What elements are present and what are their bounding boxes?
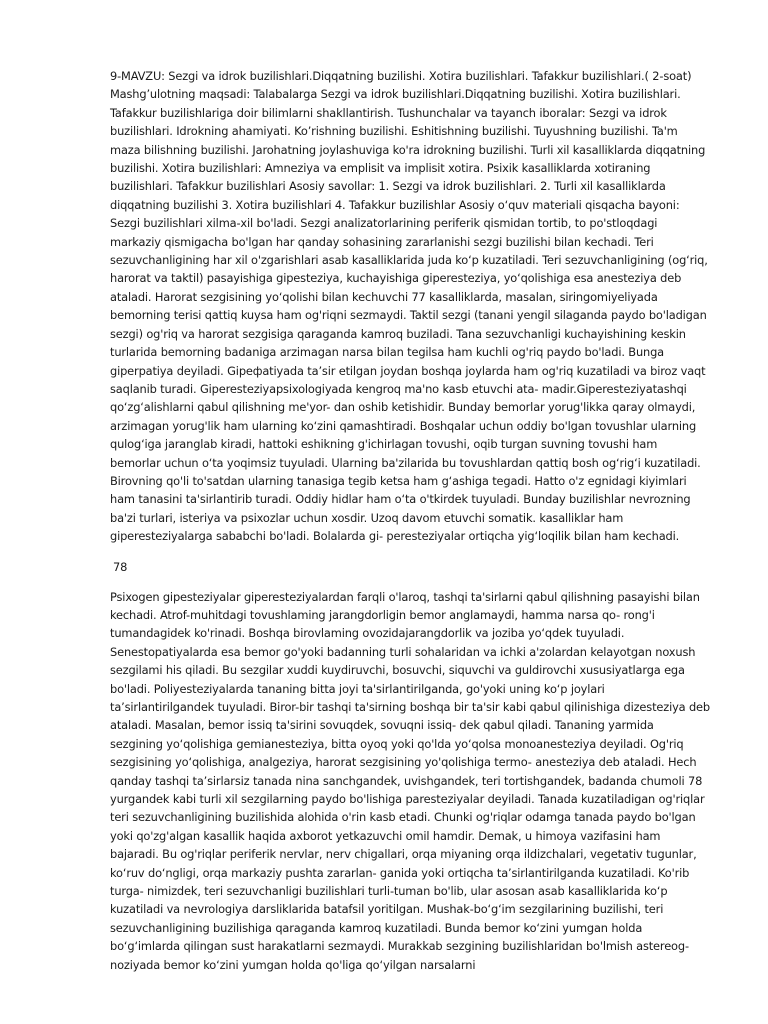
page-number: 78 bbox=[113, 559, 128, 574]
document-page bbox=[110, 67, 710, 974]
paragraph-topic-intro: 9-MAVZU: Sezgi va idrok buzilishlari.Diqqatning buzilishi. Xotira buzilishlari. Tafakkur buzilishlari.( 2-soat) Mashg’ulotning maqsadi: Talabalarga Sezgi va idrok buzilishlari.Diqqatning buzilishi. Xotira buzilishlari. Tafakkur buzilishlariga doir bilimlarni shakllantirish. Tushunchalar va tayanch iboralar: Sezgi va idrok buzilishlari. Idrokning ahamiyati. Ko’rishning buzilishi. Eshitishning buzilishi. Tuyushning buzilishi. Ta'm maza bilishning buzilishi. Jarohatning joylashuviga ko'ra idrokning buzilishi. Turli xil kasalliklarda diqqatning buzilishi. Xotira buzilishlari: Amneziya va emplisit va implisit xotira. Psixik kasalliklarda xotiraning buzilishlari. Tafakkur buzilishlari Asosiy savollar: 1. Sezgi va idrok buzilishlari. 2. Turli xil kasalliklarda diqqatning buzilishi 3. Xotira buzilishlari 4. Tafakkur buzilishlar Asosiy o‘quv materiali qisqacha bayoni: Sezgi buzilishlari xilma-xil bo'ladi. Sezgi analizatorlarining periferik qismidan tortib, to po'stloqdagi markaziy qismigacha bo'lgan har qanday sohasining zararlanishi sezgi buzilishi bilan kechadi. Teri sezuvchanligining har xil o'zgarishlari asab kasalliklarida juda ko‘p kuzatiladi. Teri sezuvchanligining (og‘riq, harorat va taktil) pasayishiga gipesteziya, kuchayishiga giperesteziya, yo‘qolishiga esa anesteziya deb ataladi. Harorat sezgisining yo‘qolishi bilan kechuvchi 77 kasalliklarda, masalan, siringomiyeliyada bemorning terisi qattiq kuysa ham og'riqni sezmaydi. Taktil sezgi (tanani yengil silaganda paydo bo'ladigan sezgi) og'riq va harorat sezgisiga qaraganda kamroq buziladi. Tana sezuvchanligi kuchayishining keskin turlarida bemorning badaniga arzimagan narsa bilan tegilsa ham kuchli og'riq paydo bo'ladi. Bunga giperpatiya deyiladi. Gipeфatiyada ta’sir etilgan joydan boshqa joylarda ham og'riq kuzatiladi va biroz vaqt saqlanib turadi. Giperesteziyapsixologiyada kengroq ma'no kasb etuvchi ata- madir.Giperesteziyatashqi qo‘zg‘alishlarni qabul qilishning me'yor- dan oshib ketishidir. Bunday bemorlar yorug'likka qaray olmaydi, arzimagan yorug'lik ham ularning ko‘zini qamashtiradi. Boshqalar uchun oddiy bo'lgan tovushlar ularning qulog‘iga jaranglab kiradi, hattoki eshikning g'ichirlagan tovushi, oqib turgan suvning tovushi ham bemorlar uchun o‘ta yoqimsiz tuyuladi. Ularning ba'zilarida bu tovushlardan qattiq bosh og‘rig‘i kuzatiladi. Birovning qo'li to'satdan ularning tanasiga tegib ketsa ham g‘ashiga tegadi. Hatto o'z egnidagi kiyimlari ham tanasini ta'sirlantirib turadi. Oddiy hidlar ham o‘ta o'tkirdek tuyuladi. Bunday buzilishlar nevrozning ba'zi turlari, isteriya va psixozlar uchun xosdir. Uzoq davom etuvchi somatik. kasalliklar ham giperesteziyalarga sababchi bo'ladi. Bolalarda gi- peresteziyalar ortiqcha yig‘loqilik bilan ham kechadi. bbox=[110, 69, 708, 544]
paragraph-psychogenic-hypoesthesia: Psixogen gipesteziyalar giperesteziyalardan farqli o'laroq, tashqi ta'sirlarni qabul qilishning pasayishi bilan kechadi. Atrof-muhitdagi tovushlaming jarangdorligin bemor anglamaydi, hamma narsa qo- rong'i tumandagidek ko'rinadi. Boshqa birovlaming ovozidajarangdorlik va joziba yo‘qdek tuyuladi. Senestopatiyalarda esa bemor go'yoki badanning turli sohalaridan va ichki a'zolardan kelayotgan noxush sezgilami his qiladi. Bu sezgilar xuddi kuydiruvchi, bosuvchi, siquvchi va guldirovchi xususiyatlarga ega bo'ladi. Poliyesteziyalarda tananing bitta joyi ta'sirlantirilganda, go'yoki uning ko‘p joylari ta’sirlantirilgandek tuyuladi. Biror-bir tashqi ta'sirning boshqa bir ta'sir kabi qabul qilinishiga dizesteziya deb ataladi. Masalan, bemor issiq ta'sirini sovuqdek, sovuqni issiq- dek qabul qiladi. Tananing yarmida sezgining yo‘qolishiga gemianesteziya, bitta oyoq yoki qo'lda yo‘qolsa monoanesteziya deyiladi. Og'riq sezgisining yo‘qolishiga, analgeziya, harorat sezgisining yo'qolishiga termo- anesteziya deb ataladi. Hech qanday tashqi ta’sirlarsiz tanada nina sanchgandek, uvishgandek, teri tortishgandek, badanda chumoli 78 yurgandek kabi turli xil sezgilarning paydo bo'lishiga paresteziyalar deyiladi. Tanada kuzatiladigan og'riqlar teri sezuvchanligining buzilishida alohida o'rin kasb etadi. Chunki og'riqlar odamga tanada paydo bo'lgan yoki qo'zg'algan kasallik haqida axborot yetkazuvchi omil hamdir. Demak, u himoya vazifasini ham bajaradi. Bu og'riqlar periferik nervlar, nerv chigallari, orqa miyaning orqa ildizchalari, vegetativ tugunlar, ko‘ruv do‘ngligi, orqa markaziy pushta zararlan- ganida yoki ortiqcha ta’sirlantirilganda kuzatiladi. Ko'rib turga- nimizdek, teri sezuvchanligi buzilishlari turli-tuman bo'lib, ular asosan asab kasalliklarida ko‘p kuzatiladi va nevrologiya darsliklarida batafsil yoritilgan. Mushak-bo‘g‘im sezgilarining buzilishi, teri sezuvchanligining buzilishiga qaraganda kamroq kuzatiladi. Bunda bemor ko‘zini yumgan holda bo‘g‘imlarda qilingan sust harakatlarni sezmaydi. Murakkab sezgining buzilishlaridan bo'lmish astereog- noziyada bemor ko‘zini yumgan holda qo'liga qo‘yilgan narsalarni bbox=[110, 589, 710, 972]
